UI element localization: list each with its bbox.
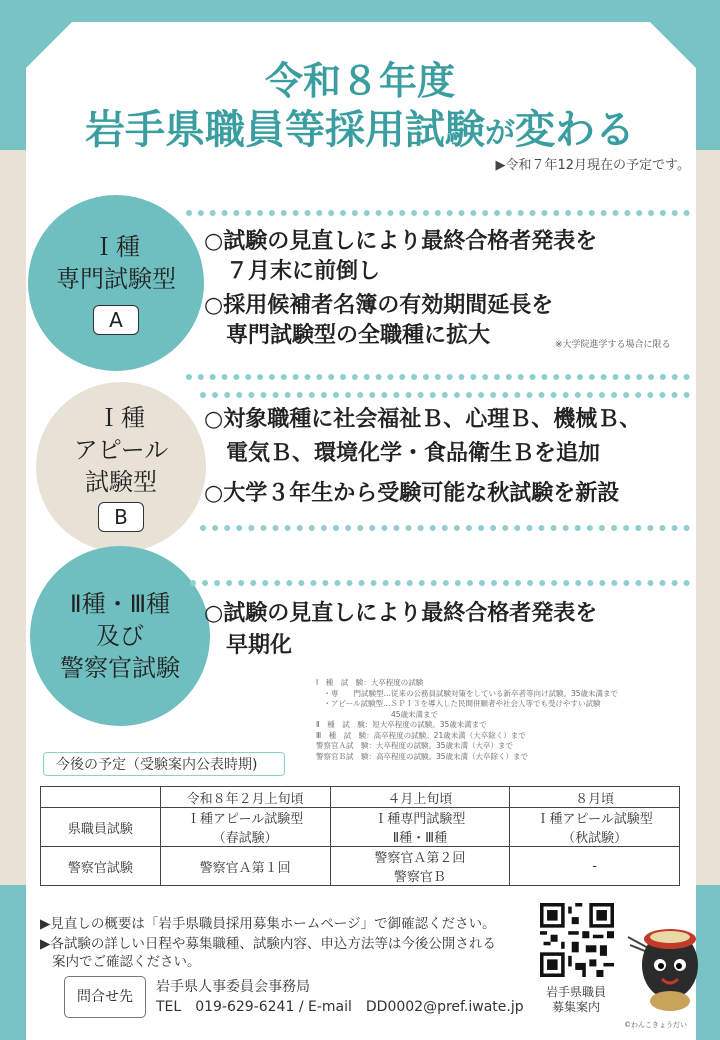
category-badge: A — [93, 305, 139, 335]
table-header: ８月頃 — [510, 787, 680, 808]
schedule-table — [40, 786, 680, 886]
bullet-text: ○採用候補者名簿の有効期間延長を — [204, 293, 554, 318]
info-line: ▶見直しの概要は「岩手県職員採用募集ホームページ」で御確認ください。 — [40, 916, 496, 932]
copyright-credit: ©わんこきょうだい — [624, 1021, 687, 1029]
bullet-text: 早期化 — [226, 633, 293, 658]
row-header: 警察官試験 — [41, 847, 161, 886]
as-of-note: ▶令和７年12月現在の予定です。 — [495, 158, 690, 173]
info-line: 案内でご確認ください。 — [52, 954, 201, 970]
dotted-divider — [200, 392, 690, 398]
dotted-divider — [190, 580, 690, 586]
bullet-text: ○大学３年生から受験可能な秋試験を新設 — [204, 481, 620, 506]
mascot-icon — [624, 915, 704, 1015]
category-badge: B — [98, 502, 144, 532]
bullet-text: ７月末に前倒し — [226, 259, 381, 284]
dotted-divider — [186, 210, 690, 216]
row-header: 県職員試験 — [41, 808, 161, 847]
contact-org: 岩手県人事委員会事務局 — [156, 979, 310, 995]
page-title-line1: 令和８年度 — [264, 59, 455, 103]
category-label: 及び — [96, 622, 144, 650]
table-cell: - — [510, 847, 680, 886]
table-cell: 警察官Ａ第１回 — [160, 847, 330, 886]
category-circle-type2-3-police — [30, 546, 210, 726]
contact-label: 問合せ先 — [64, 976, 146, 1018]
table-row — [41, 847, 680, 886]
category-label: Ｉ種 — [97, 404, 145, 432]
category-label: アピール — [73, 436, 169, 464]
category-circle-type1-appeal — [36, 382, 206, 552]
table-header: 令和８年２月上旬頃 — [160, 787, 330, 808]
dotted-divider — [186, 374, 690, 380]
category-circle-type1-specialist — [28, 195, 204, 371]
table-cell: 警察官Ａ第２回 警察官Ｂ — [330, 847, 510, 886]
contact-tel-email: TEL 019-629-6241 / E-mail DD0002@pref.iwate.jp — [156, 999, 524, 1015]
bullet-text: 専門試験型の全職種に拡大 — [226, 323, 491, 348]
category-label: Ｉ種 — [92, 233, 140, 261]
category-label: 試験型 — [85, 468, 157, 496]
table-row — [41, 808, 680, 847]
bullet-text: ○試験の見直しにより最終合格者発表を — [204, 601, 598, 626]
page-title-line2: 岩手県職員等採用試験が変わる — [85, 107, 635, 153]
footnote: ※大学院進学する場合に限る — [555, 340, 671, 350]
info-line: ▶各試験の詳しい日程や募集職種、試験内容、申込方法等は今後公開される — [40, 936, 496, 952]
dotted-divider — [200, 525, 690, 531]
bullet-text: ○試験の見直しにより最終合格者発表を — [204, 229, 598, 254]
schedule-label: 今後の予定（受験案内公表時期) — [43, 752, 285, 776]
category-label: Ⅱ種・Ⅲ種 — [69, 590, 171, 618]
table-header: ４月上旬頃 — [330, 787, 510, 808]
category-label: 警察官試験 — [60, 654, 180, 682]
qr-caption: 岩手県職員 募集案内 — [545, 985, 606, 1014]
qr-code-icon[interactable] — [540, 903, 614, 977]
bullet-text: ○対象職種に社会福祉Ｂ、心理Ｂ、機械Ｂ、 — [204, 407, 642, 432]
table-cell: Ｉ種専門試験型 Ⅱ種・Ⅲ種 — [330, 808, 510, 847]
table-cell: Ｉ種アピール試験型 （春試験） — [160, 808, 330, 847]
table-header — [41, 787, 161, 808]
bullet-text: 電気Ｂ、環境化学・食品衛生Ｂを追加 — [226, 441, 601, 466]
category-label: 専門試験型 — [56, 265, 176, 293]
table-cell: Ｉ種アピール試験型 （秋試験） — [510, 808, 680, 847]
exam-type-notes: Ⅰ 種 試 験：大卒程度の試験 ・専 門試験型…従来の公務員試験対策をしている新卒者等向け試験。35歳未満まで ・アピール試験型…ＳＰＩ３を導入した民間併願者や社会人等でも受けやすい試験 45歳未満まで Ⅱ 種 試 験：短大卒程度の試験。35歳未満まで Ⅲ 種 試 験：高卒程度の試験。21歳未満（大卒除く）まで 警察官Ａ試 験：大卒程度の試験。35歳未満（大卒）まで 警察官Ｂ試 験：高卒程度の試験。35歳未満（大卒除く）まで — [316, 678, 619, 761]
